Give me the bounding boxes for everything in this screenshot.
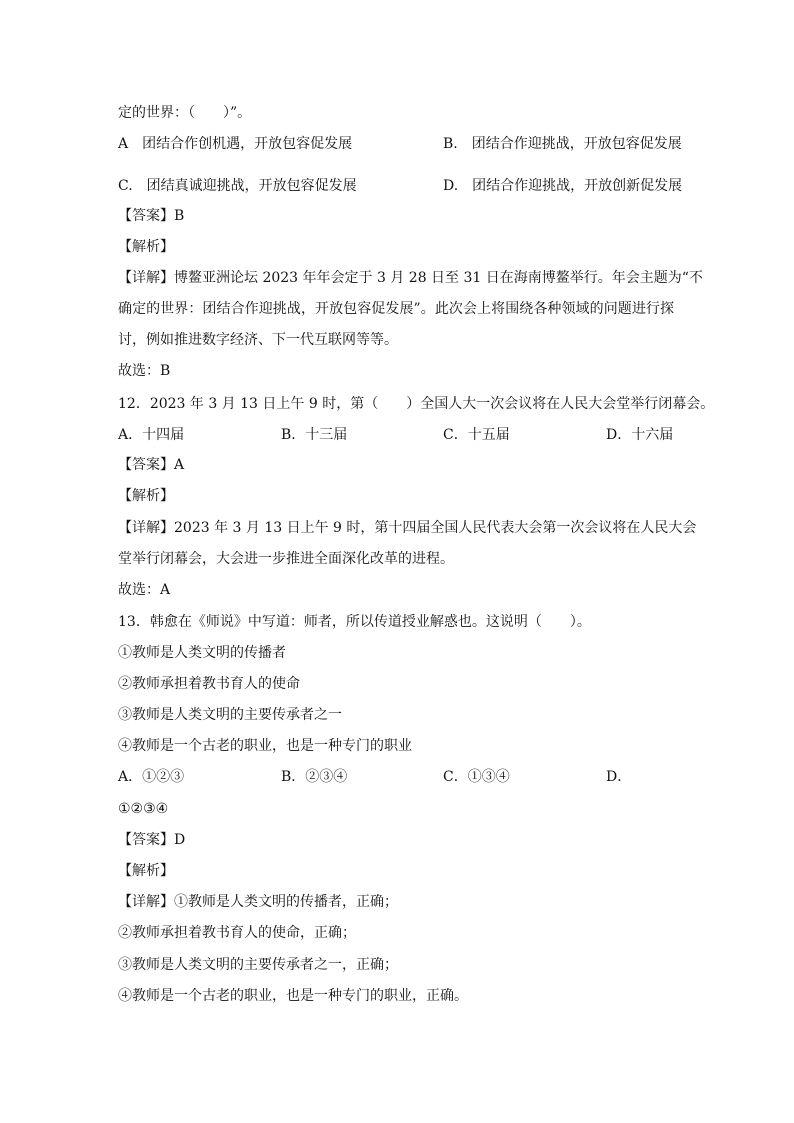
question-11-stem-tail: 定的世界：（ ）”。 bbox=[118, 105, 252, 121]
q11-option-b: B. 团结合作迎挑战，开放包容促发展 bbox=[443, 136, 682, 152]
q11-detail-line-1: 【详解】博鳌亚洲论坛 2023 年年会定于 3 月 28 日至 31 日在海南博鳌举行。年会主题为“不 bbox=[118, 270, 703, 286]
q13-statement-4: ④教师是一个古老的职业，也是一种专门的职业 bbox=[118, 738, 412, 754]
q13-detail-line-4: ④教师是一个古老的职业，也是一种专门的职业，正确。 bbox=[118, 988, 468, 1004]
q13-option-d-text: ①②③④ bbox=[118, 801, 169, 817]
q11-detail-line-3: 讨，例如推进数字经济、下一代互联网等等。 bbox=[118, 332, 398, 348]
q13-statement-1: ①教师是人类文明的传播者 bbox=[118, 645, 286, 661]
q13-statement-2: ②教师承担着教书育人的使命 bbox=[118, 676, 300, 692]
q13-option-b: B．②③④ bbox=[281, 769, 348, 785]
q12-choice: 故选：A bbox=[118, 582, 171, 598]
q11-answer: 【答案】B bbox=[118, 208, 185, 224]
q11-option-c: C. 团结真诚迎挑战，开放包容促发展 bbox=[118, 178, 357, 194]
q11-analysis-heading: 【解析】 bbox=[118, 239, 174, 255]
q13-statement-3: ③教师是人类文明的主要传承者之一 bbox=[118, 707, 342, 723]
q13-option-c: C．①③④ bbox=[443, 769, 510, 785]
q13-detail-line-3: ③教师是人类文明的主要传承者之一，正确； bbox=[118, 957, 398, 973]
q12-analysis-heading: 【解析】 bbox=[118, 488, 174, 504]
question-13-stem: 13．韩愈在《师说》中写道：师者，所以传道授业解惑也。这说明（ ）。 bbox=[118, 614, 591, 630]
q13-analysis-heading: 【解析】 bbox=[118, 863, 174, 879]
q12-option-c: C．十五届 bbox=[443, 427, 510, 443]
q12-detail-line-1: 【详解】2023 年 3 月 13 日上午 9 时，第十四届全国人民代表大会第一次会议将在人民大会 bbox=[118, 520, 697, 536]
q13-detail-line-1: 【详解】①教师是人类文明的传播者，正确； bbox=[118, 894, 398, 910]
q13-option-a: A．①②③ bbox=[118, 769, 185, 785]
q11-choice: 故选：B bbox=[118, 363, 171, 379]
q13-detail-line-2: ②教师承担着教书育人的使命，正确； bbox=[118, 925, 356, 941]
q12-option-b: B．十三届 bbox=[281, 427, 348, 443]
q11-option-d: D. 团结合作迎挑战，开放创新促发展 bbox=[443, 178, 683, 194]
q11-option-a: A 团结合作创机遇，开放包容促发展 bbox=[118, 136, 353, 152]
q12-answer: 【答案】A bbox=[118, 457, 185, 473]
q13-option-d: D． bbox=[606, 769, 632, 785]
q12-detail-line-2: 堂举行闭幕会，大会进一步推进全面深化改革的进程。 bbox=[118, 551, 454, 567]
question-12-stem: 12．2023 年 3 月 13 日上午 9 时，第（ ）全国人大一次会议将在人民大会堂举行闭幕会。 bbox=[118, 396, 715, 412]
q12-option-a: A．十四届 bbox=[118, 427, 185, 443]
q13-answer: 【答案】D bbox=[118, 832, 186, 848]
q11-detail-line-2: 确定的世界：团结合作迎挑战，开放包容促发展”。此次会上将围绕各种领域的问题进行探 bbox=[118, 301, 674, 317]
q12-option-d: D．十六届 bbox=[606, 427, 674, 443]
